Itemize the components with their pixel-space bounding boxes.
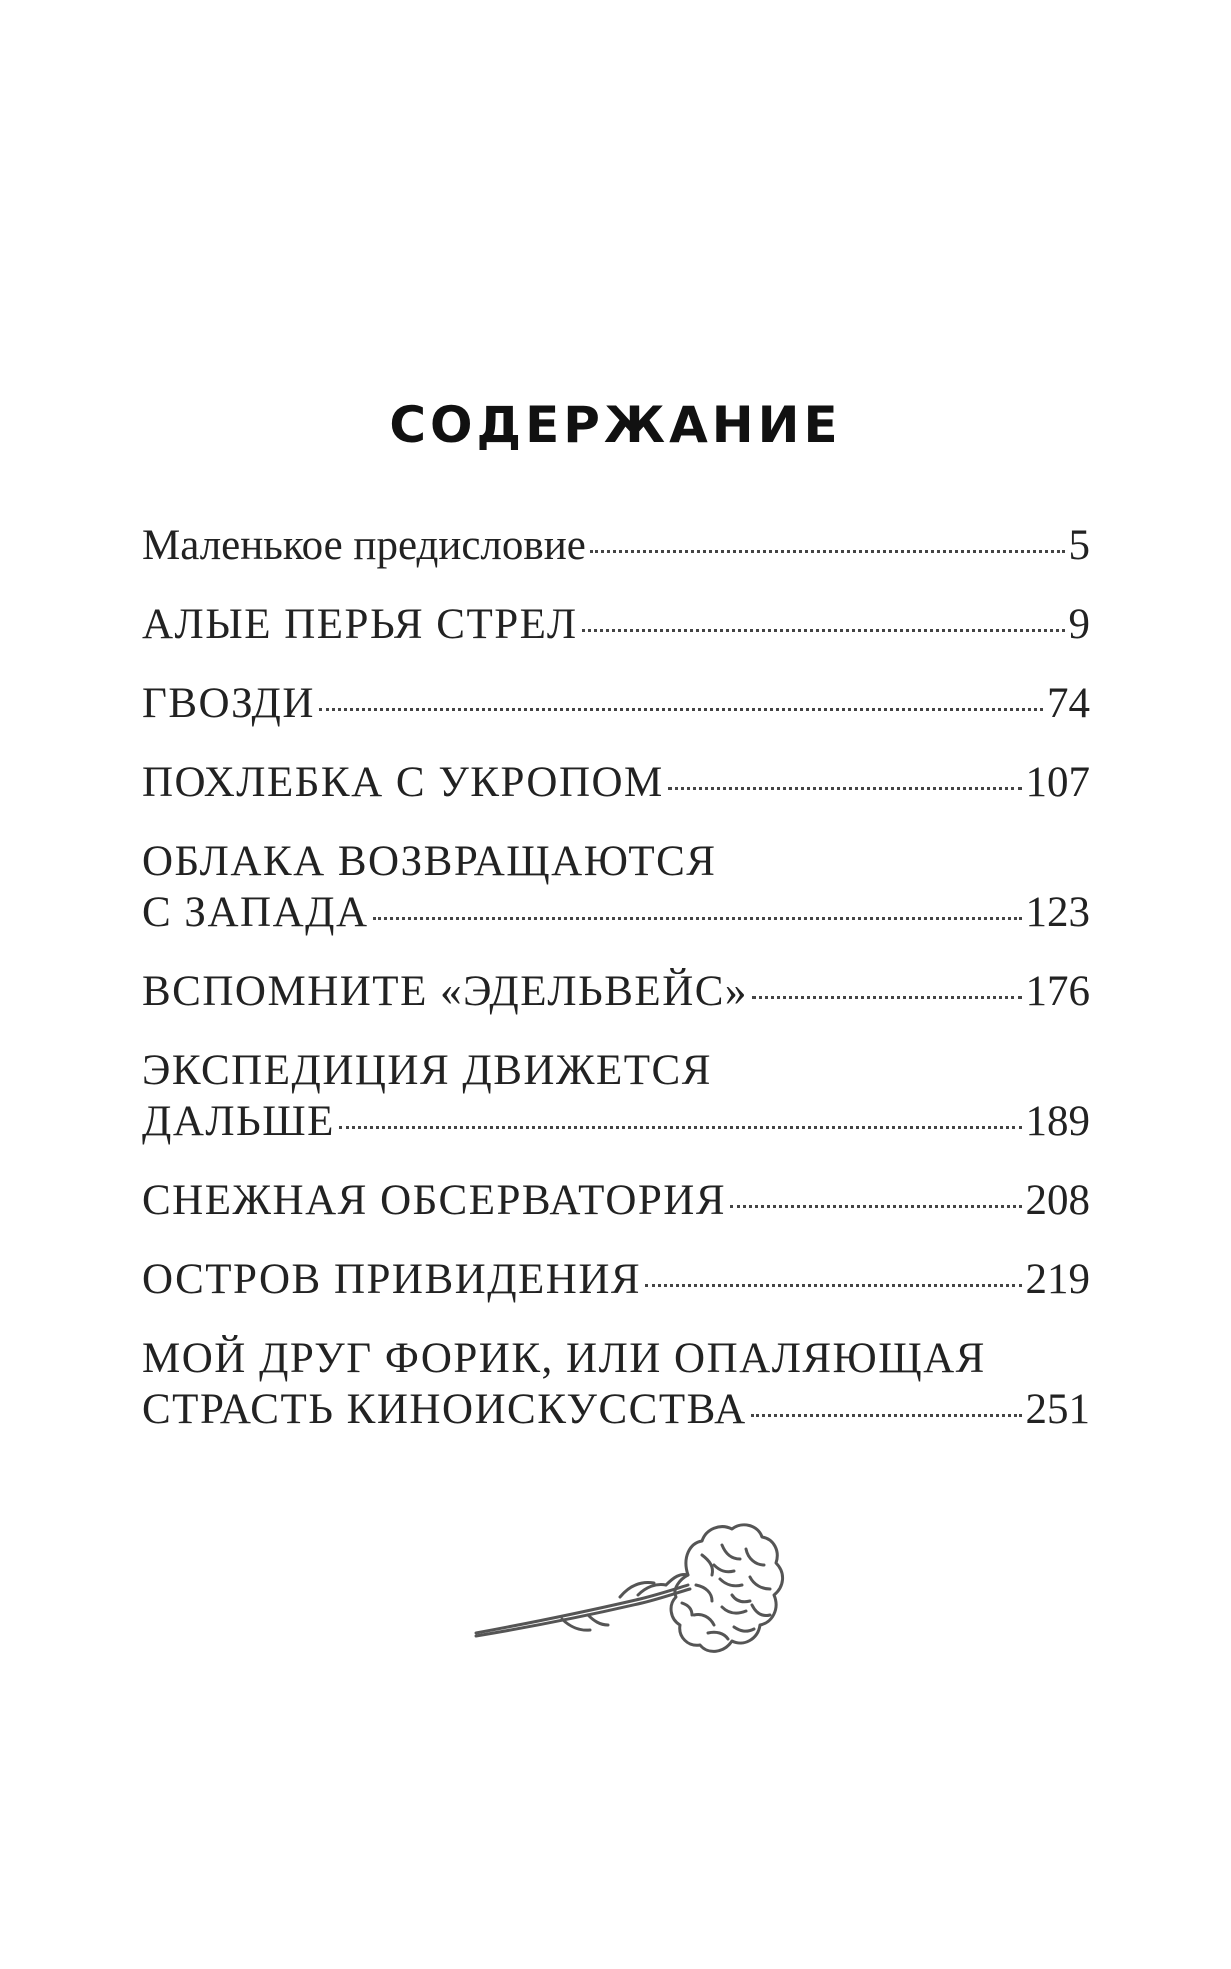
- toc-entry-label: Маленькое предисловие: [142, 522, 586, 569]
- dot-leader: [752, 996, 1022, 999]
- dot-leader: [339, 1126, 1022, 1129]
- toc-entry[interactable]: [142, 678, 1090, 729]
- toc-entry-label: ГВОЗДИ: [142, 680, 315, 727]
- page-title: СОДЕРЖАНИЕ: [389, 396, 842, 454]
- toc-entry[interactable]: [142, 966, 1090, 1017]
- toc-entry-page: 74: [1047, 680, 1090, 727]
- dot-leader: [373, 917, 1022, 920]
- toc-entry-page: 189: [1025, 1098, 1090, 1145]
- toc-entry-label: ДАЛЬШЕ: [142, 1098, 335, 1145]
- toc-entry-page: 219: [1025, 1256, 1090, 1303]
- toc-entry-page: 251: [1025, 1386, 1090, 1433]
- toc-entry-page: 208: [1025, 1177, 1090, 1224]
- carnation-flower-icon: [470, 1515, 790, 1685]
- dot-leader: [645, 1284, 1021, 1287]
- toc-entry-label-first-line: ЭКСПЕДИЦИЯ ДВИЖЕТСЯ: [142, 1047, 712, 1094]
- toc-entry-label: АЛЫЕ ПЕРЬЯ СТРЕЛ: [142, 601, 578, 648]
- toc-entry-label: ВСПОМНИТЕ «ЭДЕЛЬВЕЙС»: [142, 968, 748, 1015]
- toc-entry[interactable]: [142, 520, 1090, 571]
- toc-entry-page: 107: [1025, 759, 1090, 806]
- toc-entry-page: 176: [1025, 968, 1090, 1015]
- toc-entry-label-first-line: ОБЛАКА ВОЗВРАЩАЮТСЯ: [142, 838, 717, 885]
- dot-leader: [730, 1205, 1021, 1208]
- dot-leader: [319, 708, 1043, 711]
- dot-leader: [590, 550, 1065, 553]
- toc-entry-label: ОСТРОВ ПРИВИДЕНИЯ: [142, 1256, 642, 1303]
- toc-entry[interactable]: [142, 1254, 1090, 1305]
- toc-entry[interactable]: [142, 836, 1090, 938]
- table-of-contents: [142, 520, 1090, 1463]
- toc-entry-label-first-line: МОЙ ДРУГ ФОРИК, ИЛИ ОПАЛЯЮЩАЯ: [142, 1335, 986, 1382]
- toc-entry[interactable]: [142, 599, 1090, 650]
- dot-leader: [582, 629, 1065, 632]
- dot-leader: [751, 1414, 1022, 1417]
- toc-entry[interactable]: [142, 757, 1090, 808]
- toc-entry-label: ПОХЛЕБКА С УКРОПОМ: [142, 759, 664, 806]
- dot-leader: [668, 787, 1022, 790]
- toc-entry-label: СНЕЖНАЯ ОБСЕРВАТОРИЯ: [142, 1177, 727, 1224]
- toc-entry[interactable]: [142, 1333, 1090, 1435]
- toc-entry-page: 5: [1068, 522, 1090, 569]
- toc-entry-label: С ЗАПАДА: [142, 889, 369, 936]
- toc-entry[interactable]: [142, 1045, 1090, 1147]
- toc-entry-label: СТРАСТЬ КИНОИСКУССТВА: [142, 1386, 747, 1433]
- toc-entry-page: 9: [1068, 601, 1090, 648]
- toc-entry[interactable]: [142, 1175, 1090, 1226]
- toc-entry-page: 123: [1025, 889, 1090, 936]
